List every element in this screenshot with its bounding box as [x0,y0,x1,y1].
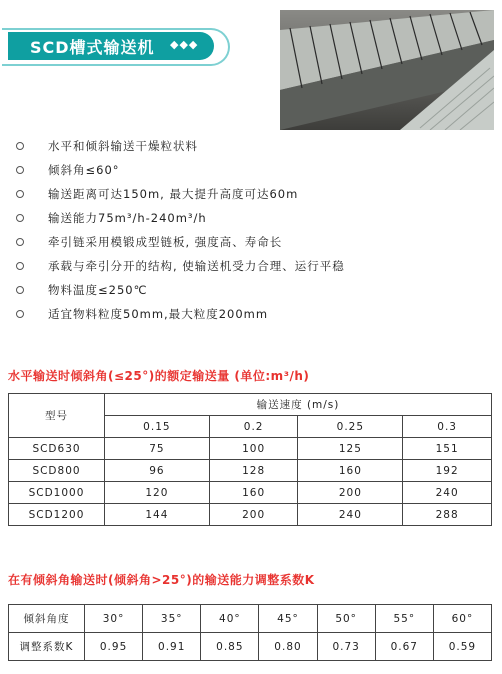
product-title: SCD槽式输送机 [30,38,155,57]
value-cell: 240 [298,504,403,526]
angle-label-cell: 倾斜角度 [9,605,85,633]
feature-list [16,138,476,330]
feature-item: 物料温度≤250℃ [16,282,476,306]
angle-cell: 55° [375,605,433,633]
feature-item: 倾斜角≤60° [16,162,476,186]
model-cell: SCD630 [9,438,105,460]
value-cell: 144 [105,504,210,526]
speed-cell: 0.25 [298,416,403,438]
adjustment-coefficient-table [8,604,492,661]
conveyor-photo [280,10,494,130]
k-label-cell: 调整系数K [9,633,85,661]
feature-item: 水平和倾斜输送干燥粒状料 [16,138,476,162]
value-cell: 75 [105,438,210,460]
speed-cell: 0.3 [403,416,492,438]
angle-cell: 40° [201,605,259,633]
value-cell: 96 [105,460,210,482]
value-cell: 151 [403,438,492,460]
circle-bullet-icon [16,166,24,174]
circle-bullet-icon [16,142,24,150]
model-cell: SCD1200 [9,504,105,526]
feature-item: 输送能力75m³/h-240m³/h [16,210,476,234]
model-cell: SCD1000 [9,482,105,504]
conveyor-illustration [280,10,494,130]
speed-cell: 0.15 [105,416,210,438]
feature-item: 承载与牵引分开的结构, 使输送机受力合理、运行平稳 [16,258,476,282]
circle-bullet-icon [16,190,24,198]
table-row [9,482,492,504]
feature-item: 牵引链采用模锻成型链板, 强度高、寿命长 [16,234,476,258]
k-value-cell: 0.80 [259,633,317,661]
rated-capacity-heading: 水平输送时倾斜角(≤25°)的额定输送量 (单位:m³/h) [8,369,310,383]
table-row [9,504,492,526]
value-cell: 200 [209,504,298,526]
value-cell: 128 [209,460,298,482]
k-value-cell: 0.67 [375,633,433,661]
angle-cell: 35° [143,605,201,633]
k-value-cell: 0.91 [143,633,201,661]
table-row [9,460,492,482]
feature-item: 输送距离可达150m, 最大提升高度可达60m [16,186,476,210]
product-header [0,26,232,66]
circle-bullet-icon [16,214,24,222]
table-row [9,438,492,460]
angle-cell: 30° [85,605,143,633]
value-cell: 100 [209,438,298,460]
rated-capacity-table [8,393,492,526]
k-value-row [9,633,492,661]
table-header-row [9,394,492,416]
k-value-cell: 0.73 [317,633,375,661]
model-header: 型号 [9,394,105,438]
speed-header: 输送速度 (m/s) [105,394,492,416]
k-value-cell: 0.85 [201,633,259,661]
circle-bullet-icon [16,238,24,246]
model-cell: SCD800 [9,460,105,482]
value-cell: 125 [298,438,403,460]
diamond-dots-icon: ◆◆◆ [170,38,199,51]
adjustment-coefficient-heading: 在有倾斜角输送时(倾斜角>25°)的输送能力调整系数K [8,573,315,587]
value-cell: 288 [403,504,492,526]
value-cell: 160 [298,460,403,482]
k-value-cell: 0.95 [85,633,143,661]
angle-cell: 60° [433,605,491,633]
angle-cell: 45° [259,605,317,633]
circle-bullet-icon [16,310,24,318]
value-cell: 160 [209,482,298,504]
angle-row [9,605,492,633]
value-cell: 200 [298,482,403,504]
value-cell: 240 [403,482,492,504]
speed-cell: 0.2 [209,416,298,438]
circle-bullet-icon [16,262,24,270]
angle-cell: 50° [317,605,375,633]
feature-item: 适宜物料粒度50mm,最大粒度200mm [16,306,476,330]
circle-bullet-icon [16,286,24,294]
k-value-cell: 0.59 [433,633,491,661]
value-cell: 192 [403,460,492,482]
value-cell: 120 [105,482,210,504]
